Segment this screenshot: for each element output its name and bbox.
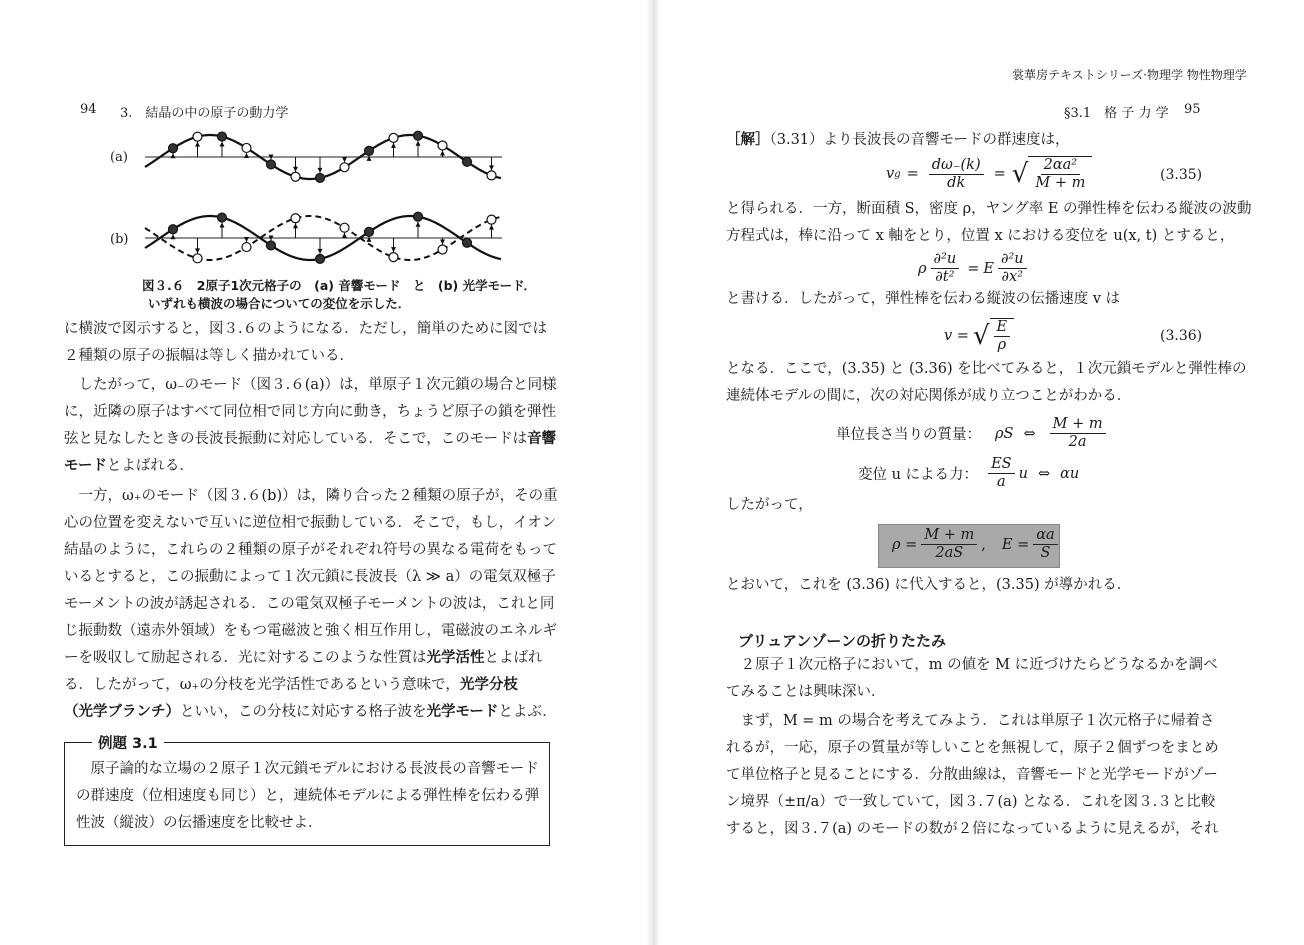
- term-optical-mode: 光学モード: [426, 704, 499, 720]
- frac-num: E: [994, 319, 1011, 337]
- paragraph-d: [726, 572, 1131, 599]
- arrow-head: [342, 157, 347, 162]
- text-line: いるとすると，この振動によって１次元鎖に長波長（λ ≫ a）の電気双極子: [64, 569, 556, 585]
- light-atom: [487, 215, 496, 224]
- text-span: といい，この分枝に対応する格子波を: [180, 704, 427, 720]
- paragraph-2: [64, 372, 557, 480]
- therefore-line: [726, 492, 813, 519]
- figure-label-a: (a): [110, 150, 128, 165]
- text-line: の群速度（位相速度も同じ）と，連続体モデルによる弾性棒を伝わる弾: [76, 788, 540, 804]
- boxed-e: E =: [1001, 536, 1030, 553]
- eq-lhs-sub: g: [894, 168, 901, 180]
- heavy-atom: [267, 241, 276, 250]
- example-body: [76, 756, 539, 837]
- light-atom: [340, 223, 349, 232]
- figure-label-b: (b): [110, 232, 129, 247]
- wave-lhs-coef: ρ: [918, 260, 927, 277]
- paragraph-b: [726, 286, 1120, 313]
- corr-left: ρS: [995, 425, 1014, 442]
- boxed-result: [892, 527, 1062, 562]
- heavy-atom: [218, 132, 227, 141]
- term-acoustic-b: モード: [64, 458, 107, 474]
- heavy-atom: [414, 131, 423, 140]
- corr-arrow: ⇔: [1037, 465, 1051, 482]
- frac-den: dk: [947, 174, 966, 191]
- text-line: [64, 645, 558, 672]
- text-line: したがって，ω₋のモード（図３.６(a)）は，単原子１次元鎖の場合と同様: [64, 377, 557, 393]
- paragraph-1: [64, 316, 547, 370]
- corr-label: 単位長さ当りの質量：: [836, 427, 981, 443]
- section-title: ブリュアンゾーンの折りたたみ: [738, 632, 947, 650]
- left-page-number: 94: [80, 102, 97, 117]
- heavy-atom: [365, 227, 374, 236]
- sqrt-frac: [1032, 157, 1088, 192]
- boxed-rho: ρ =: [892, 536, 918, 553]
- wave-equals: =: [967, 260, 980, 277]
- equation-3-35: v g = $\frac{d\omega_-(k)}{dk}$ = √ $\frac{\text{2αa²}}{M + m}$: [886, 156, 1092, 192]
- light-atom: [389, 253, 398, 262]
- text-line: となる．ここで，(3.35) と (3.36) を比べてみると，１次元鎖モデルと弾性棒の: [726, 361, 1247, 377]
- light-atom: [242, 143, 251, 152]
- frac-den: 2aS: [935, 545, 964, 561]
- figure-caption-line2: いずれも横波の場合についての変位を示した．: [148, 296, 411, 311]
- text-span: とよばれ: [484, 650, 543, 666]
- heavy-atom: [316, 173, 325, 182]
- solution-intro: [726, 127, 1069, 154]
- corr-right: αu: [1060, 465, 1080, 482]
- wave-rhs-coef: E: [983, 260, 994, 277]
- arrow-head: [293, 223, 298, 228]
- figure-caption: [142, 277, 536, 313]
- corr-frac: [1050, 416, 1106, 451]
- frac-den: ∂t²: [935, 269, 955, 285]
- text-line: れるが，一応，原子の質量が等しいことを無視して，原子２個ずつをまとめ: [726, 740, 1219, 756]
- light-atom: [193, 132, 202, 141]
- boxed-e-frac: [1033, 527, 1057, 562]
- correspondence-mass: [836, 416, 1110, 451]
- wave-rhs-frac: [998, 251, 1027, 286]
- arrow-head: [171, 234, 176, 239]
- text-line: [64, 426, 557, 453]
- text-line: 方程式は，棒に沿って x 軸をとり，位置 x における変位を u(x, t) とすると，: [726, 228, 1235, 244]
- light-atom: [340, 163, 349, 172]
- arrow-head: [220, 142, 225, 147]
- eq-lhs: v =: [944, 328, 969, 344]
- text-line: モーメントの波が誘起される．この電気双極子モーメントの波は，これと同: [64, 596, 555, 612]
- paragraph-f: [726, 708, 1219, 843]
- arrow-head: [244, 153, 249, 158]
- frac-num: αa: [1033, 527, 1057, 545]
- paragraph-e: [726, 652, 1218, 706]
- term-optical-activity: 光学活性: [426, 650, 485, 666]
- arrow-head: [171, 153, 176, 158]
- equation-3-36: [944, 318, 1014, 354]
- text-span: （3.31）より長波長の音響モードの群速度は，: [769, 132, 1070, 148]
- arrow-head: [318, 249, 323, 254]
- text-span: とよぶ．: [498, 704, 557, 720]
- heavy-atom: [365, 146, 374, 155]
- wave-lhs-frac: [931, 251, 960, 286]
- text-line: 性波（縦波）の伝播速度を比較せよ．: [76, 815, 323, 831]
- text-span: とよばれる．: [106, 458, 194, 474]
- corr-frac: [988, 456, 1015, 491]
- text-line: ン境界（±π/a）で一致していて，図３.７(a) となる．これを図３.３と比較: [726, 794, 1216, 810]
- frac-num: M + m: [1050, 416, 1106, 434]
- solution-label: ［解］: [726, 132, 770, 148]
- frac-num: M + m: [921, 527, 977, 545]
- eq-sqrt: √ $\frac{E}{\rho}$: [973, 318, 1014, 354]
- frac-den: ρ: [997, 337, 1007, 353]
- frac-num: dω₋(k): [929, 157, 984, 175]
- arrow-head: [416, 141, 421, 146]
- lattice-mode-figure: [140, 120, 510, 270]
- eq-lhs: v: [886, 166, 895, 182]
- term-optical-branch: 光学分枝: [459, 677, 518, 693]
- eq-derivative: [929, 157, 984, 192]
- frac-num: 2αa²: [1041, 157, 1080, 175]
- text-line: 心の位置を変えないで互いに逆位相で振動している．そこで，もし，イオン: [64, 515, 557, 531]
- frac-den: S: [1040, 545, 1051, 561]
- heavy-atom: [316, 254, 325, 263]
- text-line: て単位格子と見ることにする．分散曲線は，音響モードと光学モードがゾー: [726, 767, 1218, 783]
- boxed-rho-frac: [921, 527, 977, 562]
- text-line: まず，M = m の場合を考えてみよう．これは単原子１次元格子に帰着さ: [726, 713, 1215, 729]
- arrow-head: [440, 239, 445, 244]
- corr-arrow: ⇔: [1023, 425, 1036, 442]
- sqrt-frac: [994, 319, 1011, 354]
- figure-caption-line1: 図３.６ 2原子1次元格子の (a) 音響モード と (b) 光学モード．: [142, 278, 536, 293]
- corr-label: 変位 u による力：: [858, 467, 979, 483]
- frac-num: ∂²u: [931, 251, 960, 269]
- arrow-head: [440, 151, 445, 156]
- text-line: とおいて，これを (3.36) に代入すると，(3.35) が導かれる．: [726, 577, 1132, 593]
- frac-num: ES: [988, 456, 1015, 474]
- boxed-sep: ,: [981, 536, 986, 553]
- correspondence-force: [858, 456, 1079, 491]
- arrow-head: [489, 225, 494, 230]
- paragraph-3: [64, 483, 558, 726]
- text-line: したがって，: [726, 497, 813, 513]
- text-line: [64, 699, 558, 726]
- right-page-number: 95: [1184, 102, 1201, 117]
- text-line: 連続体モデルの間に，次の対応関係が成り立つことがわかる．: [726, 388, 1132, 404]
- arrow-head: [195, 248, 200, 253]
- text-span: ーを吸収して励起される．光に対するこのような性質は: [64, 650, 427, 666]
- text-line: [64, 672, 558, 699]
- frac-num: ∂²u: [998, 251, 1027, 269]
- heavy-atom: [169, 144, 178, 153]
- heavy-atom: [463, 157, 472, 166]
- text-line: [64, 453, 557, 480]
- arrow-head: [195, 142, 200, 147]
- light-atom: [291, 172, 300, 181]
- light-atom: [438, 141, 447, 150]
- arrow-head: [220, 223, 225, 228]
- arrow-head: [391, 247, 396, 252]
- series-title: 裳華房テキストシリーズ·物理学 物性物理学: [1012, 68, 1247, 82]
- arrow-head: [342, 233, 347, 238]
- text-line: じ振動数（遠赤外領域）をもつ電磁波と強く相互作用し，電磁波のエネルギ: [64, 623, 557, 639]
- text-line: すると，図３.７(a) のモードの数が２倍になっているように見えるが，それ: [726, 821, 1219, 837]
- right-running-head: §3.1 格 子 力 学: [1064, 106, 1169, 121]
- equation-number-3-36: (3.36): [1160, 328, 1203, 344]
- frac-den: a: [997, 474, 1006, 490]
- left-page: [0, 0, 646, 945]
- frac-den: M + m: [1035, 175, 1086, 191]
- frac-den: 2a: [1068, 434, 1087, 450]
- light-atom: [242, 243, 251, 252]
- text-line: と書ける．したがって，弾性棒を伝わる縦波の伝播速度 v は: [726, 291, 1121, 307]
- text-line: に，近隣の原子はすべて同位相で同じ方向に動き，ちょうど原子の鎖を弾性: [64, 404, 557, 420]
- light-atom: [193, 254, 202, 263]
- arrow-head: [244, 237, 249, 242]
- text-line: [726, 127, 1069, 154]
- light-atom: [291, 214, 300, 223]
- paragraph-a: [726, 196, 1252, 250]
- arrow-head: [391, 143, 396, 148]
- text-span: る．したがって，ω₊の分枝を光学活性であるという意味で，: [64, 677, 460, 693]
- text-line: 結晶のように，これらの２種類の原子がそれぞれ符号の異なる電荷をもって: [64, 542, 557, 558]
- heavy-atom: [267, 160, 276, 169]
- eq-sqrt: √ $\frac{\text{2αa²}}{M + m}$: [1012, 156, 1093, 192]
- arrow-head: [416, 222, 421, 227]
- text-line: 原子論的な立場の２原子１次元鎖モデルにおける長波長の音響モード: [76, 761, 539, 777]
- frac-den: ∂x²: [1001, 269, 1024, 285]
- light-atom: [389, 133, 398, 142]
- page-gutter: [646, 0, 660, 945]
- heavy-atom: [463, 238, 472, 247]
- text-line: てみることは興味深い．: [726, 684, 886, 700]
- heavy-atom: [169, 225, 178, 234]
- corr-u: u: [1018, 465, 1028, 482]
- light-atom: [487, 171, 496, 180]
- arrow-head: [293, 167, 298, 172]
- term-acoustic-a: 音響: [527, 431, 557, 447]
- heavy-atom: [218, 213, 227, 222]
- light-atom: [438, 245, 447, 254]
- text-line: ２原子１次元格子において，m の値を M に近づけたらどうなるかを調べ: [726, 657, 1218, 673]
- text-line: ２種類の原子の振幅は等しく描かれている．: [64, 348, 354, 364]
- term-optical-branch-alt: （光学ブランチ）: [64, 704, 180, 720]
- equation-number-3-35: (3.35): [1160, 167, 1203, 183]
- text-line: 一方，ω₊のモード（図３.６(b)）は，隣り合った２種類の原子が，その重: [64, 488, 558, 504]
- wave-equation: [918, 251, 1031, 286]
- text-line: に横波で図示すると，図３.６のようになる．ただし，簡単のために図では: [64, 321, 548, 337]
- paragraph-c: [726, 356, 1247, 410]
- arrow-head: [489, 165, 494, 170]
- text-line: と得られる．一方，断面積 S，密度 ρ，ヤング率 E の弾性棒を伝わる縦波の波動: [726, 201, 1252, 217]
- heavy-atom: [414, 212, 423, 221]
- left-running-head: 3. 結晶の中の原子の動力学: [120, 106, 289, 121]
- example-title: 例題 3.1: [92, 732, 164, 753]
- arrow-head: [318, 168, 323, 173]
- text-span: 弦と見なしたときの長波長振動に対応している．そこで，このモードは: [64, 431, 528, 447]
